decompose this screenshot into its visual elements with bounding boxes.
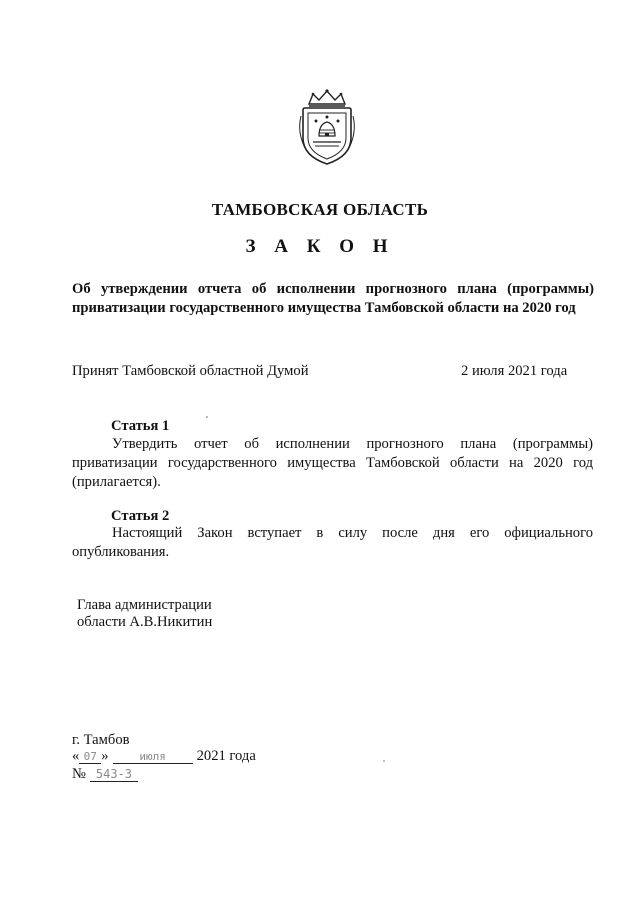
date-month: июля [113,750,193,764]
article-2-heading: Статья 2 [111,508,170,524]
law-number: 543-З [90,768,138,782]
quote-close: » [101,748,109,764]
quote-open: « [72,748,80,764]
article-2-text: Настоящий Закон вступает в силу после дня его официального опубликования. [72,525,593,560]
law-title: Об утверждении отчета об исполнении прогнозного плана (программы) приватизации государственного имущества Тамбовской области на 2020 год [72,281,594,316]
signing-date [72,748,256,765]
coat-of-arms-icon [295,88,359,166]
signature-title: Глава администрации [77,597,212,613]
date-year: 2021 года [196,748,256,764]
scan-mark [383,760,385,762]
signature-block [77,597,212,631]
article-1-heading: Статья 1 [111,418,170,434]
document-type: З А К О Н [245,236,395,257]
law-number-line [72,766,138,783]
region-name: ТАМБОВСКАЯ ОБЛАСТЬ [211,200,429,219]
signature-name: области А.В.Никитин [77,614,213,630]
scan-mark [206,416,208,418]
adoption-date: 2 июля 2021 года [461,363,568,379]
number-sign: № [72,766,86,782]
date-day: 07 [79,750,101,764]
adopted-by: Принят Тамбовской областной Думой [72,363,309,379]
city: г. Тамбов [72,732,130,748]
article-1-text: Утвердить отчет об исполнении прогнозного плана (программы) приватизации государственного имущества Тамбовской области на 2020 год (прилагается). [72,436,593,490]
